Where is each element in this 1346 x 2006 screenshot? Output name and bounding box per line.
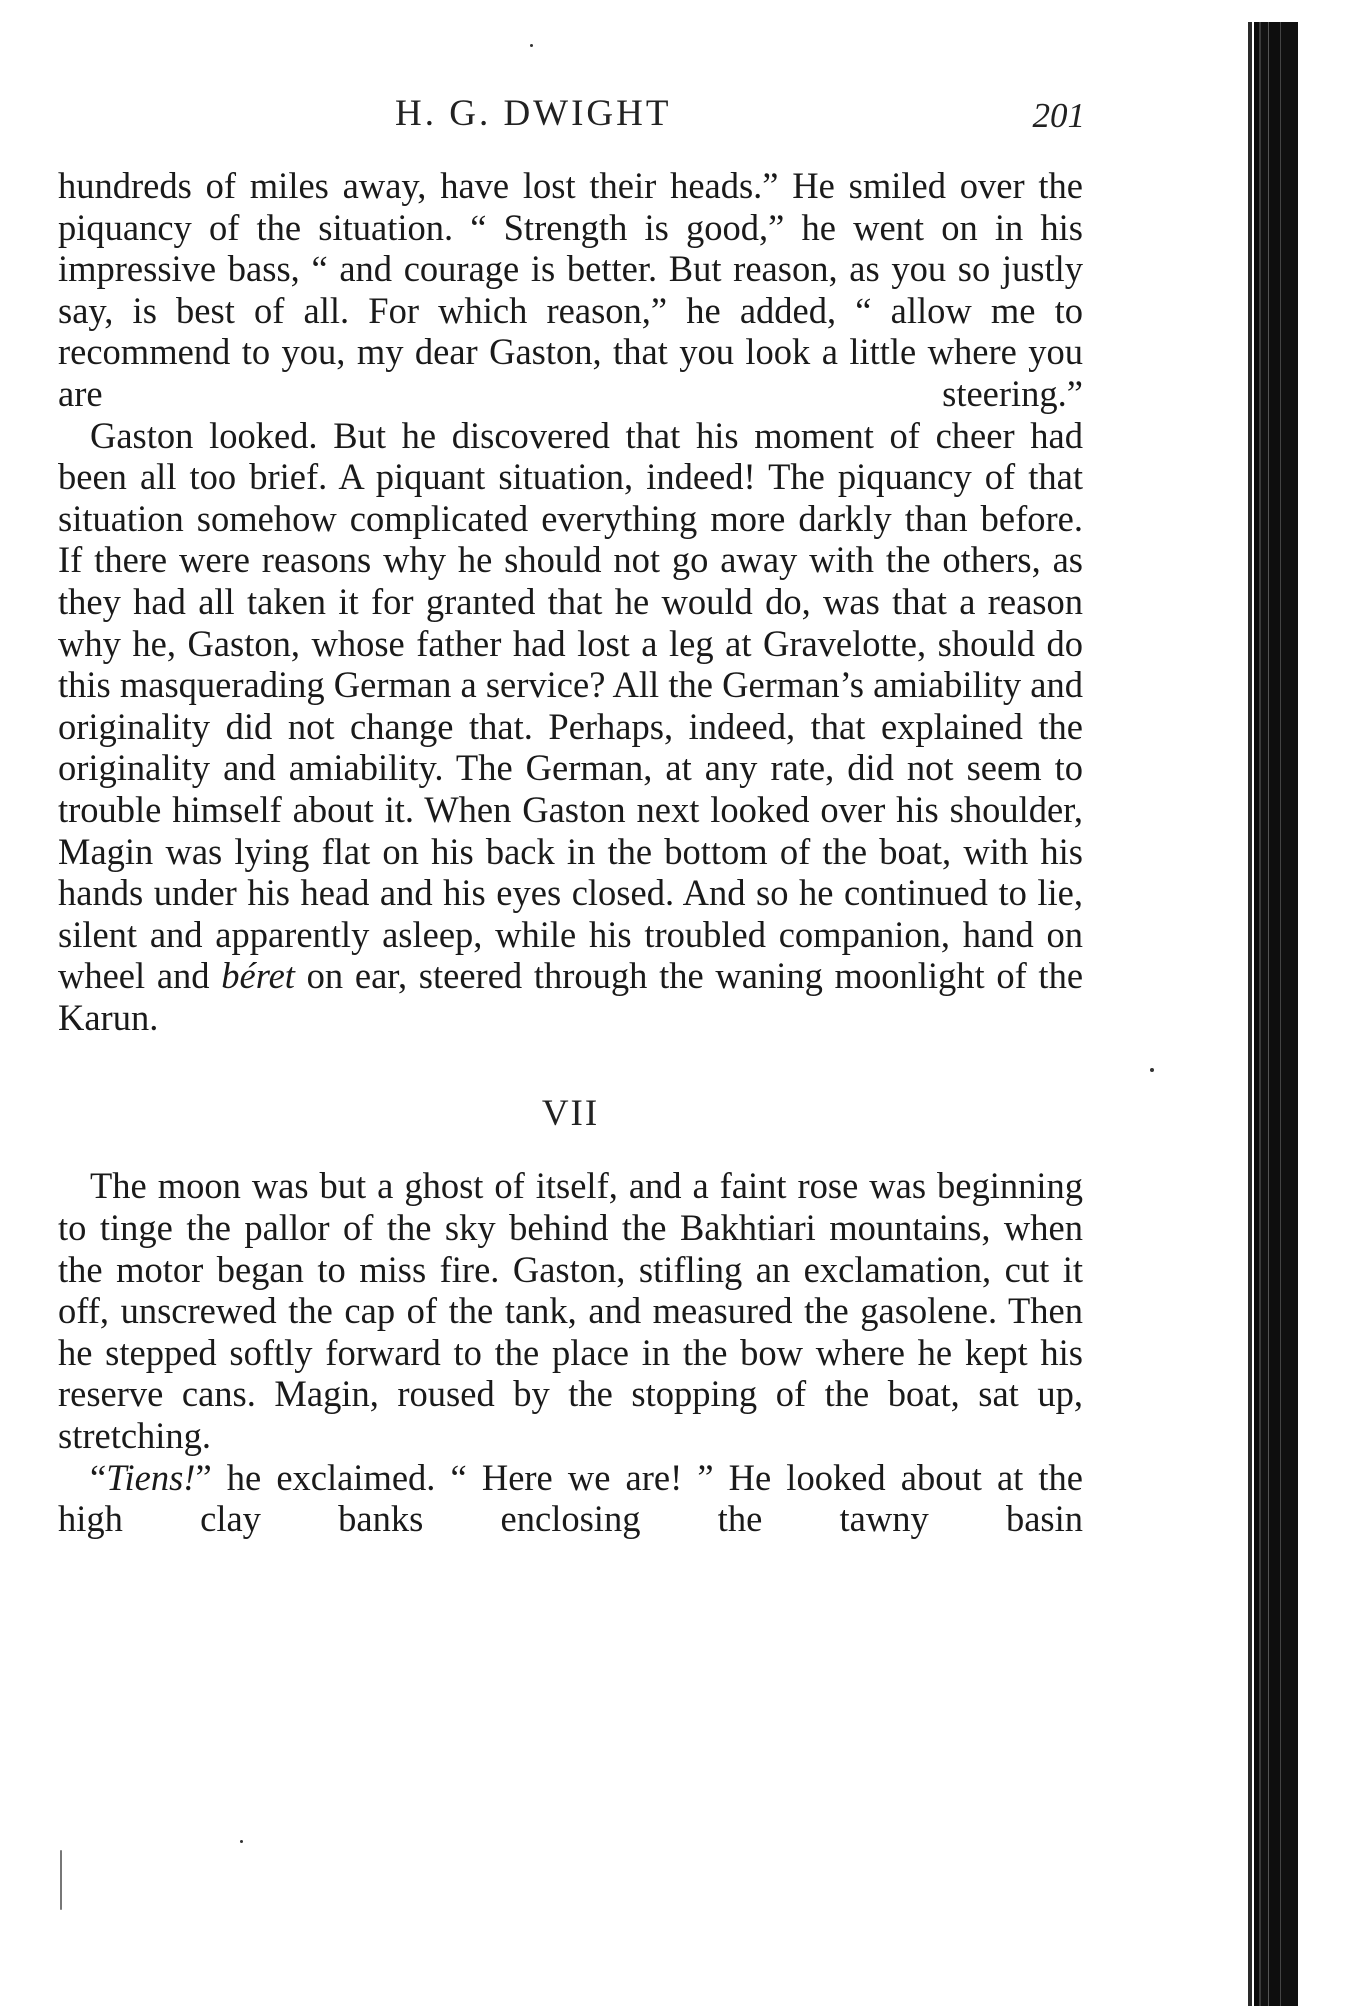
print-speck: [530, 44, 533, 47]
print-speck: [1150, 1068, 1154, 1072]
paragraph-moon: The moon was but a ghost of itself, and a faint rose was beginning to tinge the pallor of the sky behind the Bakhtiari mountains, when the motor began to miss fire. Gaston, stifling an exclamation, cut it off, unscrewed the cap of the tank, and measured the gasolene. Then he stepped softly forward to the place in the bow where he kept his reserve cans. Magin, roused by the stopping of the boat, sat up, stretching.: [58, 1165, 1083, 1457]
paragraph-text: Gaston looked. But he discovered that his moment of cheer had been all too brief. A piquant situation, indeed! The piquancy of that situation somehow complicated everything more darkly than before. If there were reasons why he should not go away with the others, as they had all taken it for granted that he would do, was that a reason why he, Gaston, whose father had lost a leg at Gravelotte, should do this masquerading German a service? All the German’s amiability and originality did not change that. Perhaps, indeed, that explained the originality and amiability. The German, at any rate, did not seem to trouble himself about it. When Gaston next looked over his shoulder, Magin was lying flat on his back in the bottom of the boat, with his hands under his head and his eyes closed. And so he continued to lie, silent and apparently asleep, while his troubled companion, hand on wheel and: [58, 414, 1083, 997]
paragraph-gaston-looked: [58, 415, 1083, 1039]
print-speck: [240, 1840, 243, 1843]
open-quote: “: [90, 1456, 107, 1498]
body-text: [58, 165, 1083, 1540]
italic-beret: béret: [221, 955, 295, 997]
paragraph-text: ” he exclaimed. “ Here we are! ” He looked about at the high clay banks enclosing the tawny basin: [58, 1456, 1083, 1540]
paragraph-continued: hundreds of miles away, have lost their heads.” He smiled over the piquancy of the situation. “ Strength is good,” he went on in his impressive bass, “ and courage is better. But reason, as you so justly say, is best of all. For which reason,” he added, “ allow me to recommend to you, my dear Gaston, that you look a little where you are steering.”: [58, 165, 1083, 414]
print-speck: [60, 1850, 62, 1910]
paragraph-tiens: [58, 1457, 1083, 1540]
section-heading: VII: [541, 1093, 600, 1135]
book-binding-edge: [1254, 22, 1298, 2006]
running-head: H. G. DWIGHT: [395, 93, 672, 134]
paragraph-tail: on ear, steered through the waning moonlight of the Karun.: [58, 955, 1084, 1038]
page-header: [55, 92, 1085, 142]
italic-tiens: Tiens!: [106, 1456, 196, 1498]
page-number: 201: [1032, 96, 1085, 135]
